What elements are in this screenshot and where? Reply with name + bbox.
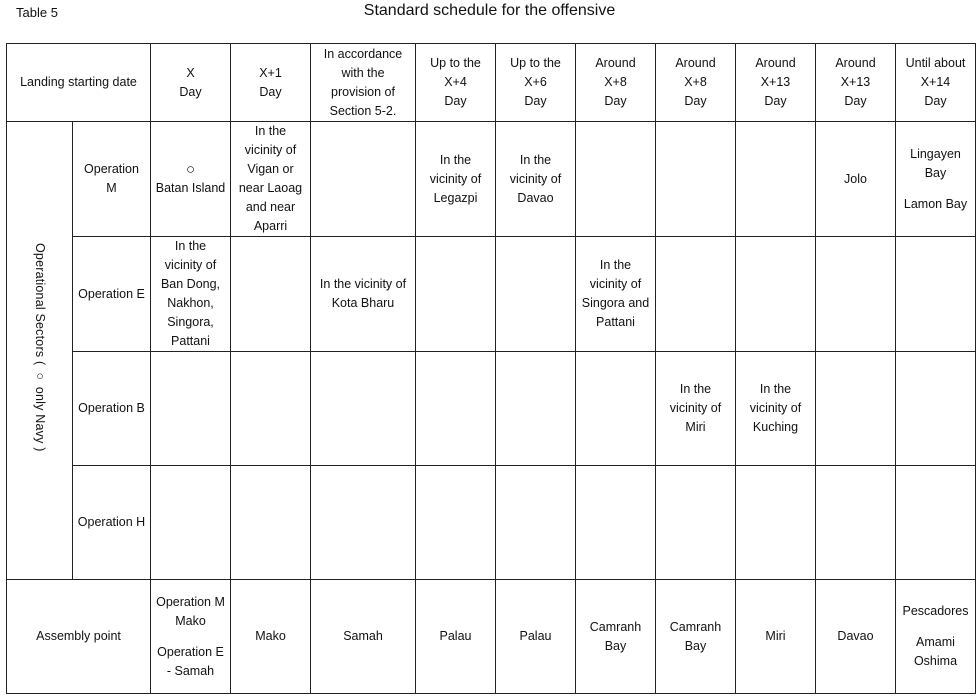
column-header: Around X+8 Day	[656, 44, 736, 122]
table-cell	[496, 466, 576, 580]
table-row	[7, 466, 976, 580]
table-row	[7, 237, 976, 352]
column-header: Up to the X+4 Day	[416, 44, 496, 122]
table-cell	[416, 466, 496, 580]
table-cell	[576, 466, 656, 580]
navy-circle-icon: ○	[185, 161, 196, 178]
operation-name: Operation E	[73, 237, 151, 352]
table-cell: In the vicinity of Miri	[656, 352, 736, 466]
table-cell: Mako	[231, 580, 311, 694]
table-cell	[576, 352, 656, 466]
table-row	[7, 122, 976, 237]
operation-name: Operation H	[73, 466, 151, 580]
column-header: In accordance with the provision of Section 5-2.	[311, 44, 416, 122]
table-cell	[576, 122, 656, 237]
table-cell: Palau	[496, 580, 576, 694]
column-header: Until about X+14 Day	[896, 44, 976, 122]
table-cell: Camranh Bay	[576, 580, 656, 694]
table-cell: Operation M Mako Operation E - Samah	[151, 580, 231, 694]
table-cell	[736, 466, 816, 580]
table-cell	[416, 237, 496, 352]
table-cell: In the vicinity of Vigan or near Laoag and near Aparri	[231, 122, 311, 237]
operation-name: Operation B	[73, 352, 151, 466]
table-cell	[736, 237, 816, 352]
table-cell: In the vicinity of Singora and Pattani	[576, 237, 656, 352]
table-cell: Camranh Bay	[656, 580, 736, 694]
table-cell: In the vicinity of Davao	[496, 122, 576, 237]
table-cell: Miri	[736, 580, 816, 694]
table-cell	[896, 237, 976, 352]
table-cell	[151, 466, 231, 580]
header-row	[7, 44, 976, 122]
table-cell: ○ Batan Island	[151, 122, 231, 237]
table-cell	[816, 237, 896, 352]
table-cell	[496, 352, 576, 466]
table-cell: Pescadores Amami Oshima	[896, 580, 976, 694]
table-cell: Jolo	[816, 122, 896, 237]
table-cell: In the vicinity of Kota Bharu	[311, 237, 416, 352]
table-row	[7, 352, 976, 466]
table-cell	[311, 466, 416, 580]
table-cell: In the vicinity of Kuching	[736, 352, 816, 466]
table-cell	[231, 237, 311, 352]
table-cell	[496, 237, 576, 352]
operation-name: Operation M	[73, 122, 151, 237]
table-cell: In the vicinity of Ban Dong, Nakhon, Singora, Pattani	[151, 237, 231, 352]
table-cell: Samah	[311, 580, 416, 694]
table-cell: Palau	[416, 580, 496, 694]
table-cell	[151, 352, 231, 466]
table-cell	[896, 352, 976, 466]
column-header: Around X+8 Day	[576, 44, 656, 122]
table-cell	[416, 352, 496, 466]
column-header: Up to the X+6 Day	[496, 44, 576, 122]
table-cell	[311, 352, 416, 466]
table-cell	[656, 237, 736, 352]
assembly-point-label: Assembly point	[7, 580, 151, 694]
table-cell: Davao	[816, 580, 896, 694]
page-title: Standard schedule for the offensive	[363, 2, 616, 19]
table-cell	[311, 122, 416, 237]
landing-date-header: Landing starting date	[7, 44, 151, 122]
sector-group-label: Operational Sectors ( ○ only Navy )	[7, 122, 73, 580]
table-cell	[231, 352, 311, 466]
assembly-row	[7, 580, 976, 694]
column-header: Around X+13 Day	[736, 44, 816, 122]
table-cell	[656, 466, 736, 580]
schedule-table	[6, 43, 976, 694]
table-cell: In the vicinity of Legazpi	[416, 122, 496, 237]
table-cell	[231, 466, 311, 580]
column-header: X Day	[151, 44, 231, 122]
table-number: Table 5	[16, 5, 58, 20]
table-cell	[736, 122, 816, 237]
column-header: Around X+13 Day	[816, 44, 896, 122]
table-cell	[656, 122, 736, 237]
table-cell	[896, 466, 976, 580]
table-cell	[816, 352, 896, 466]
table-cell	[816, 466, 896, 580]
table-cell: Lingayen Bay Lamon Bay	[896, 122, 976, 237]
column-header: X+1 Day	[231, 44, 311, 122]
